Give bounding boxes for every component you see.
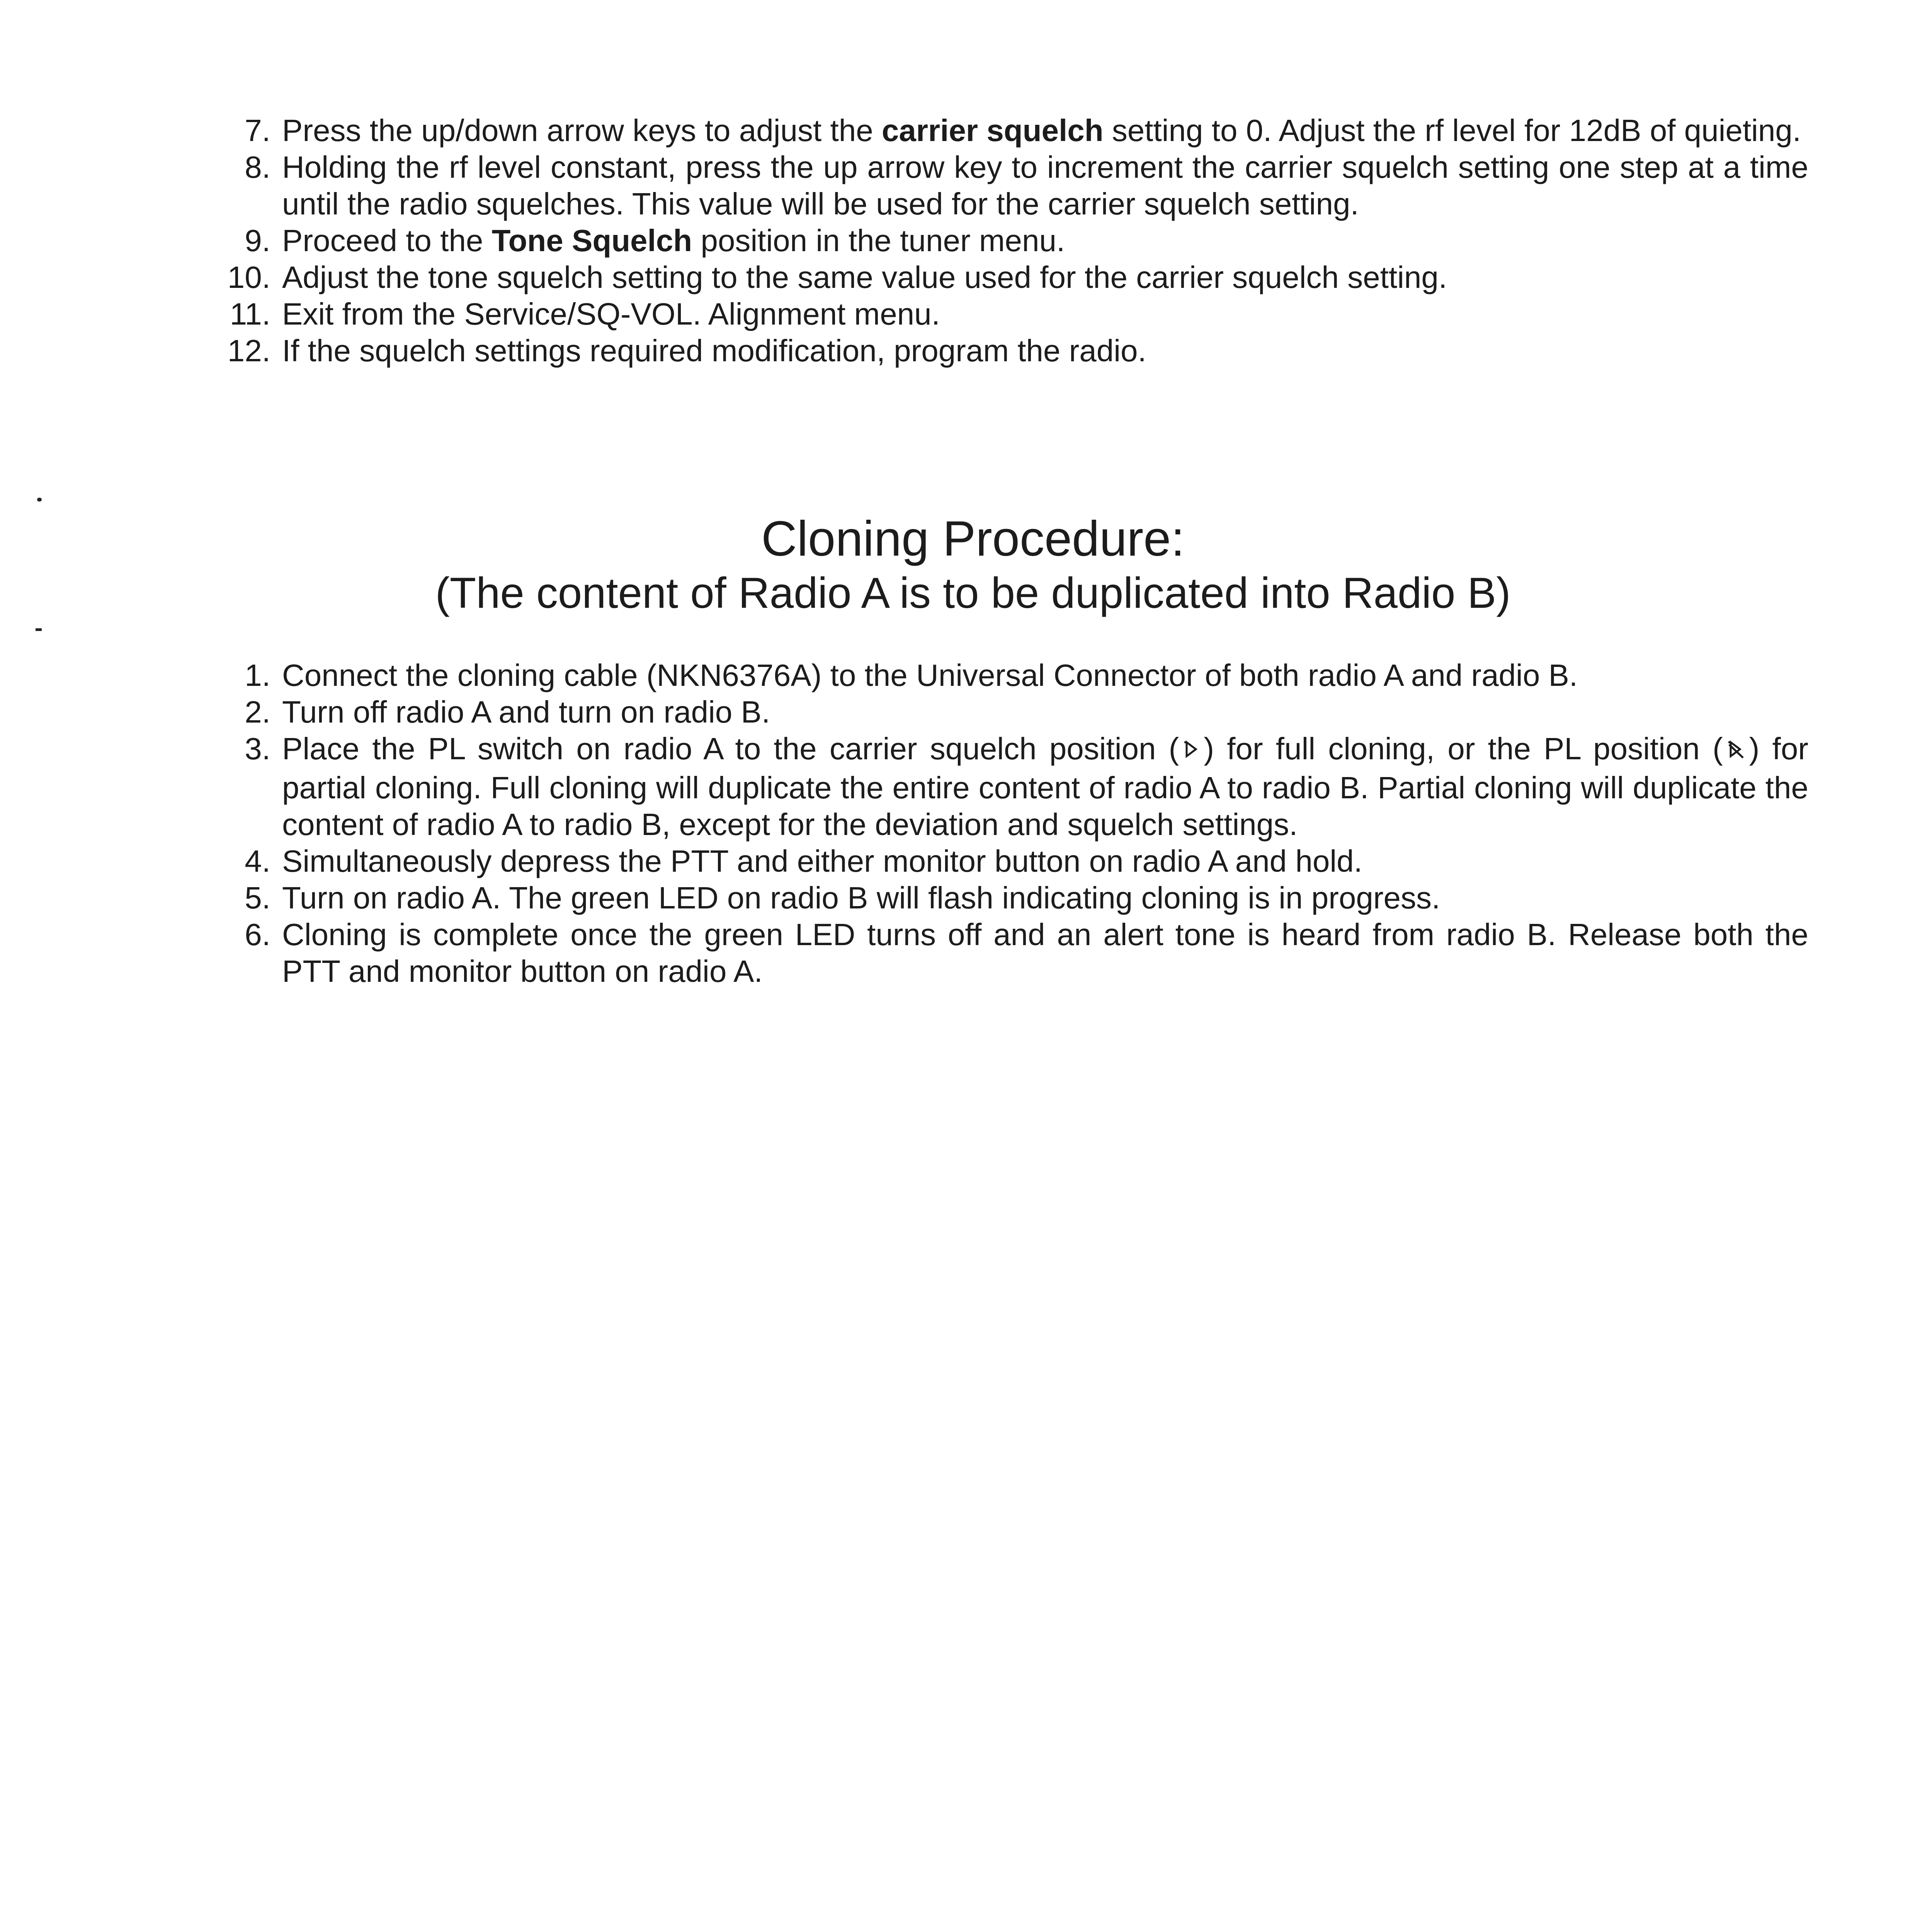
item-text: Connect the cloning cable (NKN6376A) to the Universal Connector of both radio A and radio B. <box>282 658 1578 692</box>
item-text: Exit from the Service/SQ-VOL. Alignment menu. <box>282 297 940 331</box>
item-text: Proceed to the <box>282 223 492 258</box>
item-number: 12. <box>227 333 270 368</box>
item-text: Holding the rf level constant, press the up arrow key to increment the carrier squelch setting one step at a time until the radio squelches. This value will be used for the carrier squelch setting. <box>282 150 1808 221</box>
item-number: 4. <box>245 844 270 878</box>
list-item <box>216 296 1808 332</box>
item-number: 5. <box>245 881 270 915</box>
item-text: ) for full cloning, or the PL position ( <box>1204 731 1723 766</box>
bold-term: Tone Squelch <box>492 223 692 258</box>
item-text: Turn on radio A. The green LED on radio B will flash indicating cloning is in progress. <box>282 881 1440 915</box>
item-number: 3. <box>245 731 270 766</box>
bold-term: carrier squelch <box>881 113 1104 148</box>
item-number: 11. <box>230 297 270 331</box>
list-item <box>216 149 1808 222</box>
list-item <box>216 916 1808 990</box>
list-item <box>216 657 1808 694</box>
item-text: Press the up/down arrow keys to adjust the <box>282 113 882 148</box>
list-item <box>216 730 1808 843</box>
item-number: 6. <box>245 917 270 952</box>
item-number: 2. <box>245 695 270 729</box>
item-number: 10. <box>227 260 270 294</box>
carrier-squelch-icon <box>1183 733 1200 769</box>
list-item <box>216 694 1808 730</box>
item-text: Adjust the tone squelch setting to the same value used for the carrier squelch setting. <box>282 260 1447 294</box>
list-item <box>216 332 1808 369</box>
item-text: Place the PL switch on radio A to the carrier squelch position ( <box>282 731 1179 766</box>
section-subtitle: (The content of Radio A is to be duplicated into Radio B) <box>435 569 1511 617</box>
item-text: If the squelch settings required modification, program the radio. <box>282 333 1146 368</box>
item-number: 9. <box>245 223 270 258</box>
item-text: Simultaneously depress the PTT and either monitor button on radio A and hold. <box>282 844 1362 878</box>
item-number: 8. <box>245 150 270 184</box>
list-item <box>216 259 1808 296</box>
cloning-steps-list <box>216 657 1808 990</box>
list-item <box>216 112 1808 149</box>
item-number: 1. <box>245 658 270 692</box>
item-text: position in the tuner menu. <box>692 223 1065 258</box>
tuning-steps-list <box>216 112 1808 369</box>
scan-mark <box>37 498 42 502</box>
section-title: Cloning Procedure: <box>761 511 1185 566</box>
list-item <box>216 843 1808 879</box>
item-number: 7. <box>245 113 270 148</box>
item-text: setting to 0. Adjust the rf level for 12dB of quieting. <box>1103 113 1801 148</box>
item-text: Cloning is complete once the green LED turns off and an alert tone is heard from radio B. Release both the PTT and monitor button on radio A. <box>282 917 1808 988</box>
item-text: Turn off radio A and turn on radio B. <box>282 695 770 729</box>
scan-mark <box>36 628 42 631</box>
list-item <box>216 222 1808 259</box>
pl-icon <box>1727 733 1745 769</box>
item-text: ) for partial cloning. Full cloning will duplicate the entire content of radio A to radio B. Partial cloning will duplicate the content of radio A to radio B, except for the deviation and squelch settings. <box>282 731 1808 842</box>
list-item <box>216 879 1808 916</box>
